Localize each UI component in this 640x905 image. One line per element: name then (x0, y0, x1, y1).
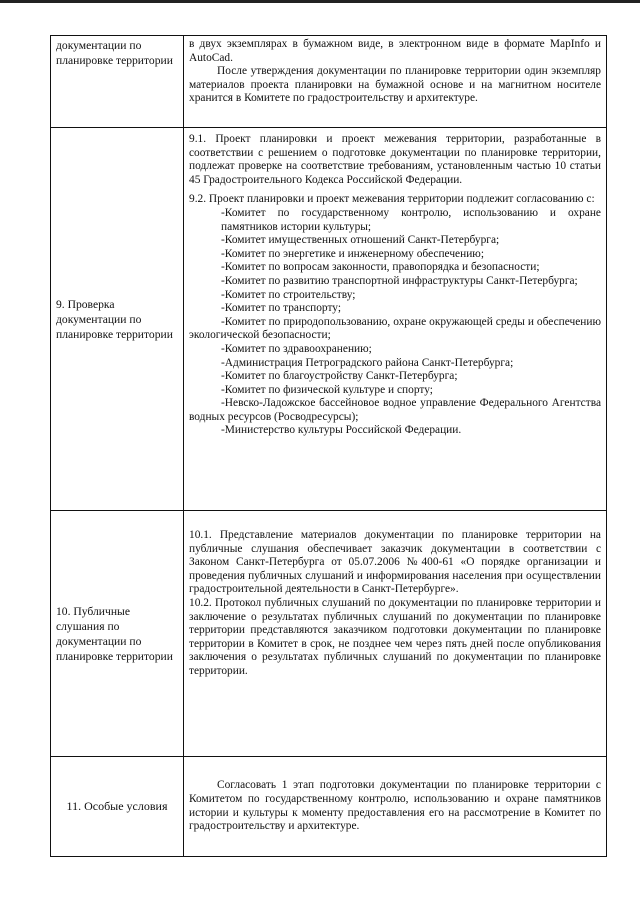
paragraph: Согласовать 1 этап подготовки документации по планировке территории с Комитетом по государственному контролю, использованию и охране памятников истории и культуры к моменту предоставления его на рассмотрение в Комитет по градостроительству и архитектуре. (189, 779, 601, 833)
paragraph: в двух экземплярах в бумажном виде, в электронном виде в формате MapInfo и AutoCad. (189, 38, 601, 64)
approval-list-item: -Комитет по строительству; (221, 288, 356, 301)
approval-list-item: -Комитет по энергетике и инженерному обеспечению; (221, 247, 484, 260)
approval-list-item: -Комитет имущественных отношений Санкт-Петербурга; (221, 234, 500, 247)
approval-list-item: -Комитет по вопросам законности, правопорядка и безопасности; (221, 261, 540, 274)
approval-list-item: -Комитет по физической культуре и спорту; (221, 383, 433, 396)
row-content (184, 36, 607, 128)
row-label: 10. Публичные слушания по документации по планировке территории (51, 511, 184, 757)
paragraph: 9.2. Проект планировки и проект межевания территории подлежит согласованию с: (189, 193, 595, 206)
table-row (51, 757, 607, 857)
row-content (184, 511, 607, 757)
row-content (184, 757, 607, 857)
approval-list-item: -Невско-Ладожское бассейновое водное управление Федерального Агентства водных ресурсов (Росводресурсы); (189, 397, 601, 423)
approval-list-item: -Комитет по благоустройству Санкт-Петербурга; (221, 370, 458, 383)
page-top-rule (0, 0, 640, 3)
row-label: документации по планировке территории (51, 36, 184, 128)
approval-list-item: -Комитет по природопользованию, охране окружающей среды и обеспечению экологической безопасности; (189, 315, 601, 342)
table-row (51, 511, 607, 757)
paragraph: 9.1. Проект планировки и проект межевания территории, разработанные в соответствии с решением о подготовке документации по планировке территории, подлежат проверке на соответствие требованиям, установленным частью 10 статьи 45 Градостроительного Кодекса Российской Федерации. (189, 133, 601, 186)
approval-list-item: -Комитет по транспорту; (221, 302, 341, 315)
table-row (51, 128, 607, 511)
row-content (184, 128, 607, 511)
approval-list-item: -Комитет по здравоохранению; (221, 342, 372, 355)
approval-list-item: -Комитет по государственному контролю, использованию и охране памятников истории культуры; (221, 206, 601, 233)
requirements-table (50, 35, 607, 857)
row-label: 9. Проверка документации по планировке территории (51, 128, 184, 511)
approval-list-item: -Администрация Петроградского района Санкт-Петербурга; (221, 356, 514, 369)
approval-list-item: -Комитет по развитию транспортной инфраструктуры Санкт-Петербурга; (221, 274, 578, 287)
paragraph: После утверждения документации по планировке территории один экземпляр материалов проекта планировки на бумажной основе и на магнитном носителе хранится в Комитете по градостроительству и архитектуре. (189, 65, 601, 105)
table-row (51, 36, 607, 128)
approval-list (189, 207, 601, 438)
paragraph: 10.1. Представление материалов документации по планировке территории на публичные слушания обеспечивает заказчик документации в соответствии с Законом Санкт-Петербурга от 05.07.2006 №400-61 «О порядке организации и проведения публичных слушаний и информирования населения при осуществлении градостроительной деятельности в Санкт-Петербурге». (189, 529, 601, 596)
paragraph: 10.2. Протокол публичных слушаний по документации по планировке территории и заключение о результатах публичных слушаний по документации по планировке территории представляются заказчиком подготовки документации по планировке территории в Комитет в срок, не позднее чем через пять дней после опубликования заключения о результатах публичных слушаний по документации по планировке территории. (189, 596, 601, 677)
approval-list-item: -Министерство культуры Российской Федерации. (221, 424, 462, 437)
row-label: 11. Особые условия (51, 757, 184, 857)
